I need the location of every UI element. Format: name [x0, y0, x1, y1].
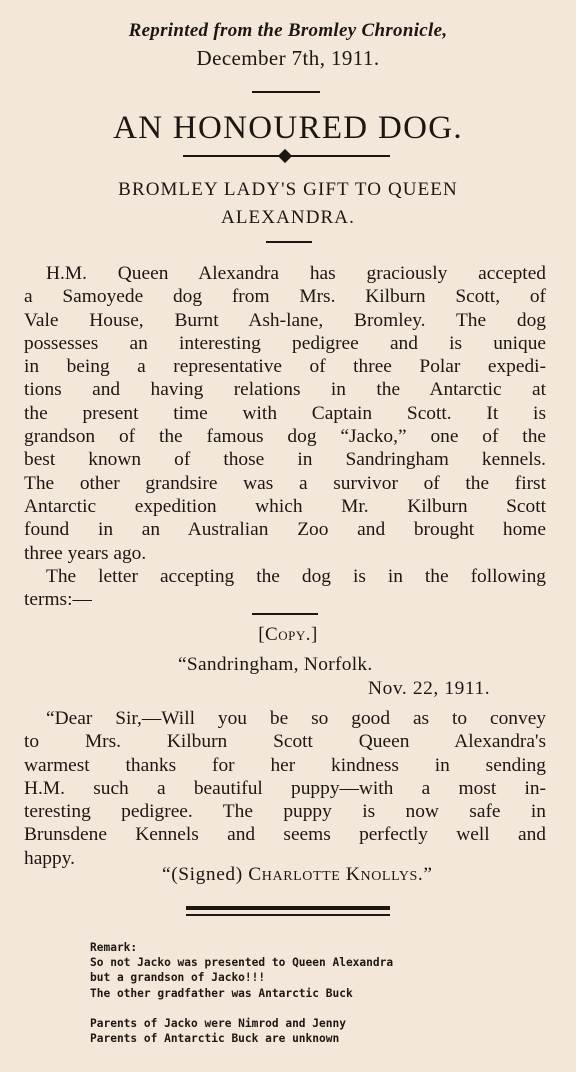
closing-rule-thick — [186, 906, 390, 910]
text-line: tions and having relations in the Antarctic at — [24, 379, 546, 401]
text-line: grandson of the famous dog “Jacko,” one of the — [24, 426, 546, 448]
divider-rule — [252, 91, 320, 93]
remark-line: The other gradfather was Antarctic Buck — [90, 986, 353, 1000]
text-line: “Dear Sir,—Will you be so good as to convey — [46, 708, 546, 729]
remark-note — [90, 940, 393, 1046]
divider-rule-right — [290, 155, 390, 157]
closing-rule-thin — [186, 914, 390, 916]
text-line: in being a representative of three Polar expedi- — [24, 356, 546, 378]
signature-line — [162, 864, 433, 886]
text-line: the present time with Captain Scott. It is — [24, 402, 546, 424]
article-paragraph — [24, 262, 546, 611]
text-line: found in an Australian Zoo and brought home — [24, 519, 546, 541]
text-line: a Samoyede dog from Mrs. Kilburn Scott, of — [24, 286, 546, 308]
subtitle-line: BROMLEY LADY'S GIFT TO QUEEN — [118, 179, 458, 200]
text-line: best known of those in Sandringham kennels. — [24, 449, 546, 471]
divider-rule — [252, 613, 318, 615]
divider-rule — [266, 241, 312, 243]
letter-place: “Sandringham, Norfolk. — [178, 654, 373, 675]
publication-date: December 7th, 1911. — [196, 46, 380, 70]
text-line: warmest thanks for her kindness in sending — [24, 754, 546, 776]
text-line: terms:— — [24, 589, 92, 611]
text-line: H.M. such a beautiful puppy—with a most in- — [24, 777, 546, 799]
reprint-source: Reprinted from the Bromley Chronicle, — [128, 20, 448, 41]
remark-line: Parents of Jacko were Nimrod and Jenny — [90, 1017, 346, 1031]
text-line: to Mrs. Kilburn Scott Queen Alexandra's — [24, 731, 546, 753]
text-line: three years ago. — [24, 542, 147, 564]
text-line: The other grandsire was a survivor of the first — [24, 472, 546, 494]
text-line: H.M. Queen Alexandra has graciously accepted — [46, 263, 546, 284]
text-line: happy. — [24, 847, 75, 869]
subtitle-line: ALEXANDRA. — [221, 207, 355, 228]
letter-body — [24, 707, 546, 870]
signed-prefix: “(Signed) — [162, 864, 243, 885]
remark-line — [90, 1001, 393, 1016]
headline-subtitle — [40, 176, 536, 232]
copy-label — [0, 624, 576, 646]
text-line: Antarctic expedition which Mr. Kilburn Scott — [24, 495, 546, 517]
text-line: The letter accepting the dog is in the following — [46, 565, 546, 587]
remark-line: So not Jacko was presented to Queen Alexandra — [90, 956, 394, 970]
remark-heading: Remark: — [90, 941, 138, 954]
copy-label-text: [Copy.] — [258, 624, 318, 645]
divider-rule-left — [183, 155, 280, 157]
letter-date: Nov. 22, 1911. — [368, 678, 491, 699]
headline-title: AN HONOURED DOG. — [113, 110, 463, 146]
text-line: Brunsdene Kennels and seems perfectly well and — [24, 824, 546, 846]
text-line: possesses an interesting pedigree and is unique — [24, 332, 546, 354]
text-line: teresting pedigree. The puppy is now safe in — [24, 801, 546, 823]
signed-name: Charlotte Knollys.” — [248, 864, 433, 885]
text-line: Vale House, Burnt Ash-lane, Bromley. The dog — [24, 309, 546, 331]
remark-line: Parents of Antarctic Buck are unknown — [90, 1032, 340, 1046]
remark-line: but a grandson of Jacko!!! — [90, 971, 266, 985]
